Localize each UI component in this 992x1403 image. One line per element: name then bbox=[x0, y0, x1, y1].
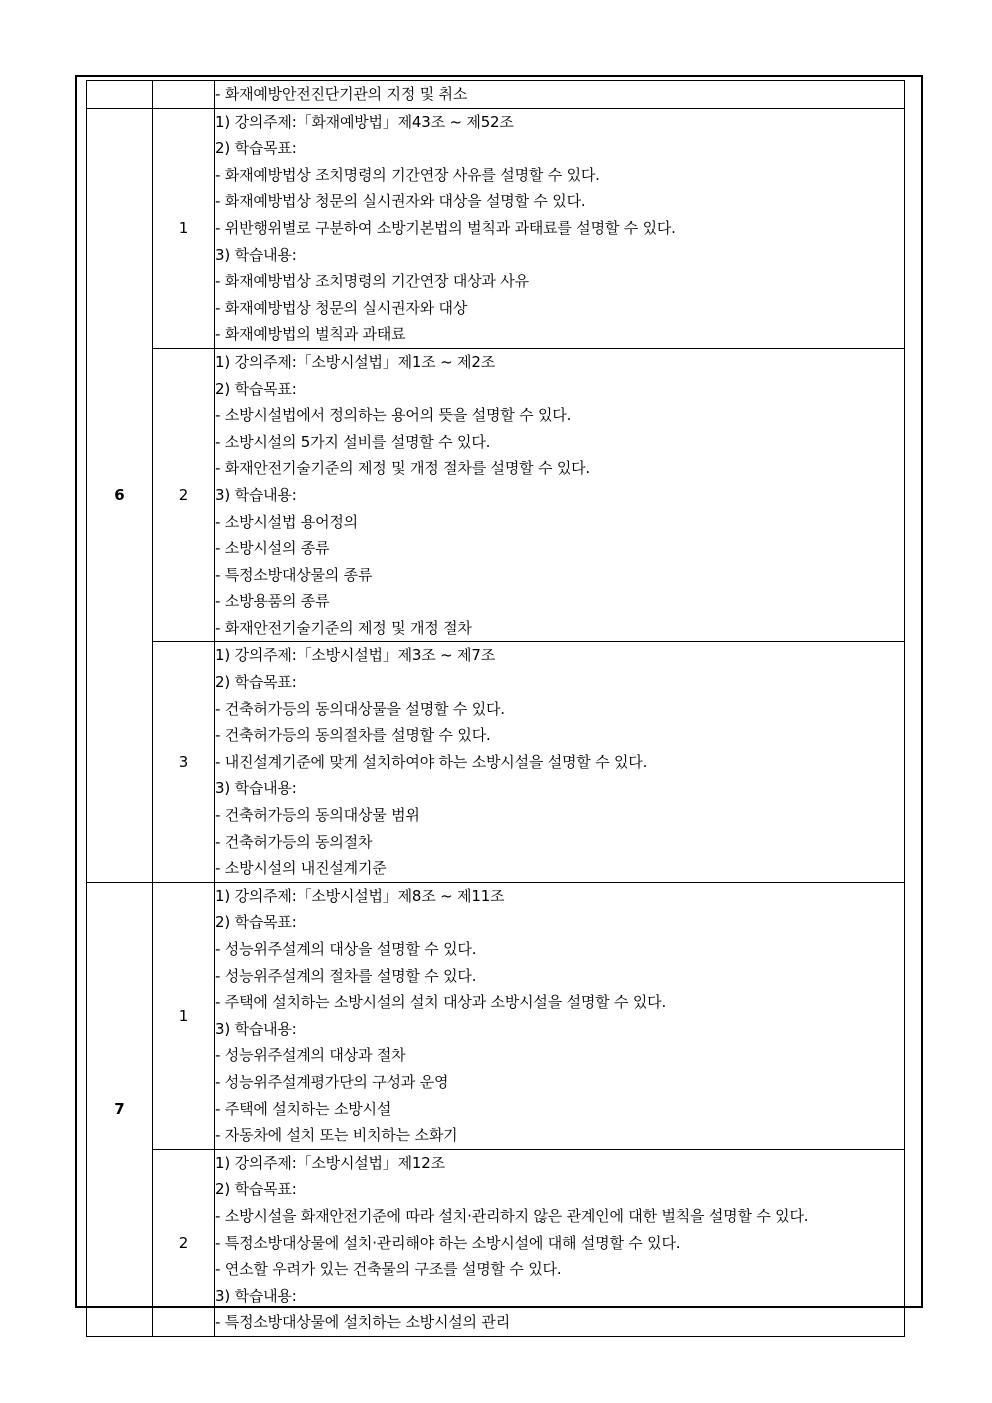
content-line: 3) 학습내용: bbox=[215, 779, 297, 798]
content-cell bbox=[215, 81, 905, 109]
content-line: - 화재예방법상 청문의 실시권자와 대상을 설명할 수 있다. bbox=[215, 192, 586, 211]
content-line: - 화재예방안전진단기관의 지정 및 취소 bbox=[215, 85, 468, 103]
content-cell bbox=[215, 882, 905, 1149]
content-line: - 화재예방법상 조치명령의 기간연장 대상과 사유 bbox=[215, 272, 529, 291]
session-cell: 1 bbox=[153, 882, 215, 1149]
session-cell: 2 bbox=[153, 1149, 215, 1336]
content-line: - 건축허가등의 동의대상물을 설명할 수 있다. bbox=[215, 699, 505, 718]
content-line: - 소방시설을 화재안전기준에 따라 설치·관리하지 않은 관계인에 대한 벌칙을 설명할 수 있다. bbox=[215, 1206, 809, 1225]
session-cell: 2 bbox=[153, 348, 215, 642]
content-line: - 특정소방대상물에 설치·관리해야 하는 소방시설에 대해 설명할 수 있다. bbox=[215, 1233, 681, 1252]
session-row bbox=[87, 1149, 905, 1336]
content-line: 3) 학습내용: bbox=[215, 1019, 297, 1038]
content-line: - 화재안전기술기준의 제정 및 개정 절차 bbox=[215, 618, 472, 637]
content-line: 3) 학습내용: bbox=[215, 245, 297, 264]
content-line: 2) 학습목표: bbox=[215, 1180, 297, 1199]
content-line: - 건축허가등의 동의절차 bbox=[215, 832, 373, 851]
content-line: 1) 강의주제:「소방시설법」제12조 bbox=[215, 1153, 445, 1172]
session-row bbox=[87, 108, 905, 348]
syllabus-table bbox=[86, 80, 905, 1337]
content-cell bbox=[215, 1149, 905, 1336]
content-line: - 소방시설법에서 정의하는 용어의 뜻을 설명할 수 있다. bbox=[215, 406, 572, 425]
content-line: - 소방용품의 종류 bbox=[215, 592, 330, 611]
content-line: - 소방시설법 용어정의 bbox=[215, 512, 358, 531]
content-line: 2) 학습목표: bbox=[215, 673, 297, 692]
session-row bbox=[87, 882, 905, 1149]
content-line: - 내진설계기준에 맞게 설치하여야 하는 소방시설을 설명할 수 있다. bbox=[215, 752, 648, 771]
content-line: - 위반행위별로 구분하여 소방기본법의 벌칙과 과태료를 설명할 수 있다. bbox=[215, 218, 676, 237]
content-line: - 연소할 우려가 있는 건축물의 구조를 설명할 수 있다. bbox=[215, 1260, 562, 1279]
content-line: - 자동차에 설치 또는 비치하는 소화기 bbox=[215, 1126, 458, 1145]
content-line: - 소방시설의 5가지 설비를 설명할 수 있다. bbox=[215, 432, 491, 451]
content-line: - 특정소방대상물에 설치하는 소방시설의 관리 bbox=[215, 1313, 510, 1332]
content-line: - 화재예방법상 청문의 실시권자와 대상 bbox=[215, 298, 468, 317]
content-line: - 성능위주설계의 대상과 절차 bbox=[215, 1046, 406, 1065]
content-line: - 화재예방법상 조치명령의 기간연장 사유를 설명할 수 있다. bbox=[215, 165, 600, 184]
content-cell bbox=[215, 348, 905, 642]
content-line: 2) 학습목표: bbox=[215, 139, 297, 158]
content-line: - 성능위주설계의 절차를 설명할 수 있다. bbox=[215, 966, 477, 985]
content-line: - 건축허가등의 동의절차를 설명할 수 있다. bbox=[215, 726, 491, 745]
content-line: 2) 학습목표: bbox=[215, 379, 297, 398]
session-cell: 3 bbox=[153, 642, 215, 882]
content-line: 1) 강의주제:「소방시설법」제3조 ~ 제7조 bbox=[215, 646, 495, 665]
content-line: 3) 학습내용: bbox=[215, 1286, 297, 1305]
content-cell bbox=[215, 642, 905, 882]
content-line: - 성능위주설계평가단의 구성과 운영 bbox=[215, 1072, 449, 1091]
content-line: - 소방시설의 종류 bbox=[215, 539, 330, 558]
content-line: 3) 학습내용: bbox=[215, 485, 297, 504]
content-line: 1) 강의주제:「화재예방법」제43조 ~ 제52조 bbox=[215, 112, 514, 131]
content-line: - 건축허가등의 동의대상물 범위 bbox=[215, 806, 420, 825]
content-line: - 화재예방법의 벌칙과 과태료 bbox=[215, 325, 406, 344]
session-cell: 1 bbox=[153, 108, 215, 348]
session-row bbox=[87, 81, 905, 109]
content-line: - 소방시설의 내진설계기준 bbox=[215, 859, 387, 878]
session-cell bbox=[153, 81, 215, 109]
content-cell bbox=[215, 108, 905, 348]
session-row bbox=[87, 348, 905, 642]
content-line: - 주택에 설치하는 소방시설 bbox=[215, 1099, 392, 1118]
content-line: 2) 학습목표: bbox=[215, 913, 297, 932]
content-line: - 성능위주설계의 대상을 설명할 수 있다. bbox=[215, 940, 477, 958]
week-cell: 6 bbox=[87, 108, 153, 882]
week-cell bbox=[87, 81, 153, 109]
content-line: 1) 강의주제:「소방시설법」제8조 ~ 제11조 bbox=[215, 886, 505, 905]
content-line: - 주택에 설치하는 소방시설의 설치 대상과 소방시설을 설명할 수 있다. bbox=[215, 993, 667, 1012]
week-cell: 7 bbox=[87, 882, 153, 1336]
content-line: - 특정소방대상물의 종류 bbox=[215, 565, 373, 584]
session-row bbox=[87, 642, 905, 882]
content-line: 1) 강의주제:「소방시설법」제1조 ~ 제2조 bbox=[215, 352, 495, 371]
syllabus-body bbox=[87, 81, 905, 1337]
content-line: - 화재안전기술기준의 제정 및 개정 절차를 설명할 수 있다. bbox=[215, 459, 590, 478]
